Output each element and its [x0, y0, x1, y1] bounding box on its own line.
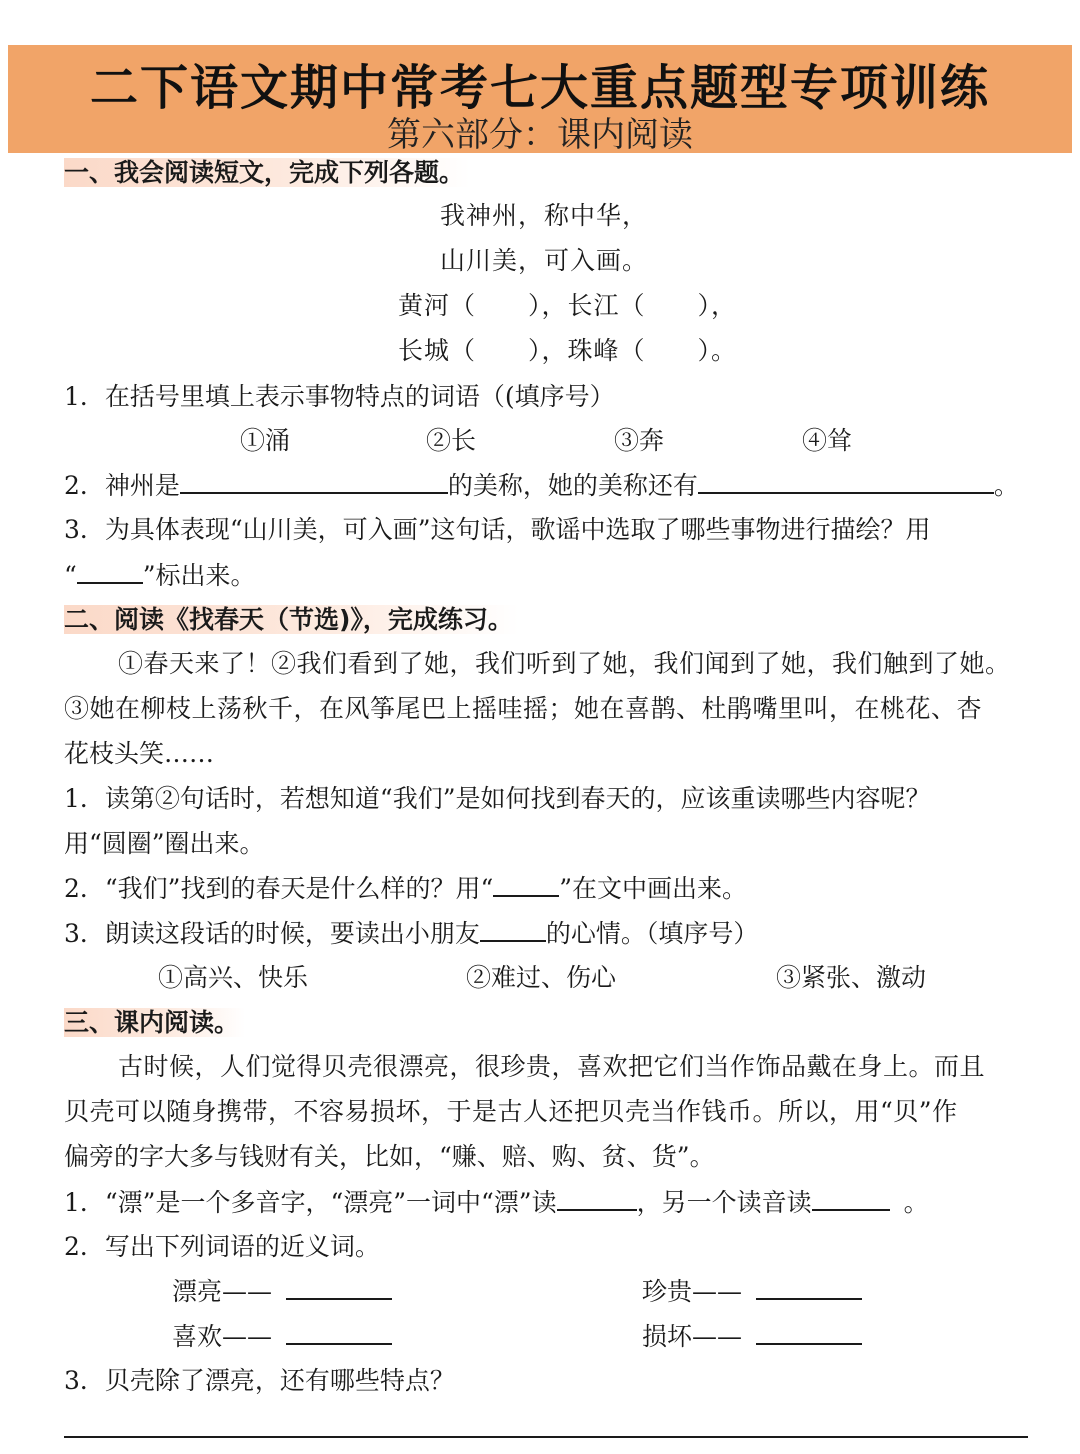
s2-question-3: 3．朗读这段话的时候，要读出小朋友 的心情。（填序号） [64, 916, 758, 951]
page-title: 二下语文期中常考七大重点题型专项训练 [89, 60, 990, 116]
synonym-item: 损坏—— [642, 1319, 862, 1354]
section-1-heading: 一、我会阅读短文，完成下列各题。 [64, 156, 470, 190]
s2-passage-line-3: 花枝头笑…… [64, 739, 215, 768]
poem-line-3: 黄河（ ），长江（ ）， [398, 291, 738, 320]
answer-blank[interactable] [756, 1274, 862, 1300]
page-subtitle: 第六部分：课内阅读 [387, 115, 693, 155]
s3-question-3: 3．贝壳除了漂亮，还有哪些特点？ [64, 1366, 455, 1395]
s1-q1-option-2: ②长 [426, 426, 477, 455]
answer-blank[interactable] [756, 1319, 862, 1345]
title-banner [8, 45, 1072, 153]
answer-blank[interactable] [77, 558, 143, 584]
answer-blank[interactable] [480, 916, 546, 942]
poem-line-2: 山川美，可入画。 [440, 246, 649, 275]
s1-q1-option-4: ④耸 [802, 426, 853, 455]
s1-question-3: 3．为具体表现“山川美，可入画”这句话，歌谣中选取了哪些事物进行描绘？用 [64, 515, 931, 544]
synonym-item: 漂亮—— [172, 1274, 392, 1309]
s1-question-2: 2．神州是 的美称，她的美称还有 。 [64, 468, 1019, 503]
s2-q3-option-2: ②难过、伤心 [466, 963, 617, 992]
s1-question-1: 1．在括号里填上表示事物特点的词语（(填序号） [64, 382, 615, 411]
s2-question-1-cont: 用“圆圈”圈出来。 [64, 829, 265, 858]
section-3-heading: 三、课内阅读。 [64, 1006, 245, 1040]
s2-passage-line-1: ①春天来了！②我们看到了她，我们听到了她，我们闻到了她，我们触到了她。 [118, 649, 1011, 678]
s3-passage-line-1: 古时候，人们觉得贝壳很漂亮，很珍贵，喜欢把它们当作饰品戴在身上。而且 [118, 1052, 986, 1081]
answer-line[interactable] [64, 1436, 1028, 1438]
synonym-item: 珍贵—— [642, 1274, 862, 1309]
s2-question-1: 1．读第②句话时，若想知道“我们”是如何找到春天的，应该重读哪些内容呢？ [64, 784, 931, 813]
s2-q3-option-3: ③紧张、激动 [776, 963, 927, 992]
s1-question-3-cont: “ ”标出来。 [64, 558, 256, 593]
answer-blank[interactable] [286, 1319, 392, 1345]
s1-q1-option-3: ③奔 [614, 426, 665, 455]
answer-blank[interactable] [698, 468, 994, 494]
poem-line-4: 长城（ ），珠峰（ ）。 [398, 336, 738, 365]
s1-q1-option-1: ①涌 [240, 426, 291, 455]
s2-question-2: 2．“我们”找到的春天是什么样的？用“ ”在文中画出来。 [64, 871, 747, 906]
poem-line-1: 我神州，称中华， [440, 201, 649, 230]
answer-blank[interactable] [493, 871, 559, 897]
answer-blank[interactable] [180, 468, 448, 494]
answer-blank[interactable] [557, 1185, 637, 1211]
s3-passage-line-2: 贝壳可以随身携带，不容易损坏，于是古人还把贝壳当作钱币。所以，用“贝”作 [64, 1097, 958, 1126]
s3-question-1: 1．“漂”是一个多音字，“漂亮”一词中“漂”读 ，另一个读音读 。 [64, 1185, 929, 1220]
s3-question-2: 2．写出下列词语的近义词。 [64, 1232, 380, 1261]
s2-passage-line-2: ③她在柳枝上荡秋千，在风筝尾巴上摇哇摇；她在喜鹊、杜鹃嘴里叫，在桃花、杏 [64, 694, 983, 723]
answer-blank[interactable] [286, 1274, 392, 1300]
answer-blank[interactable] [812, 1185, 890, 1211]
s3-passage-line-3: 偏旁的字大多与钱财有关，比如，“赚、赔、购、贫、货”。 [64, 1142, 715, 1171]
synonym-item: 喜欢—— [172, 1319, 392, 1354]
s2-q3-option-1: ①高兴、快乐 [158, 963, 309, 992]
section-2-heading: 二、阅读《找春天（节选)》，完成练习。 [64, 603, 519, 637]
